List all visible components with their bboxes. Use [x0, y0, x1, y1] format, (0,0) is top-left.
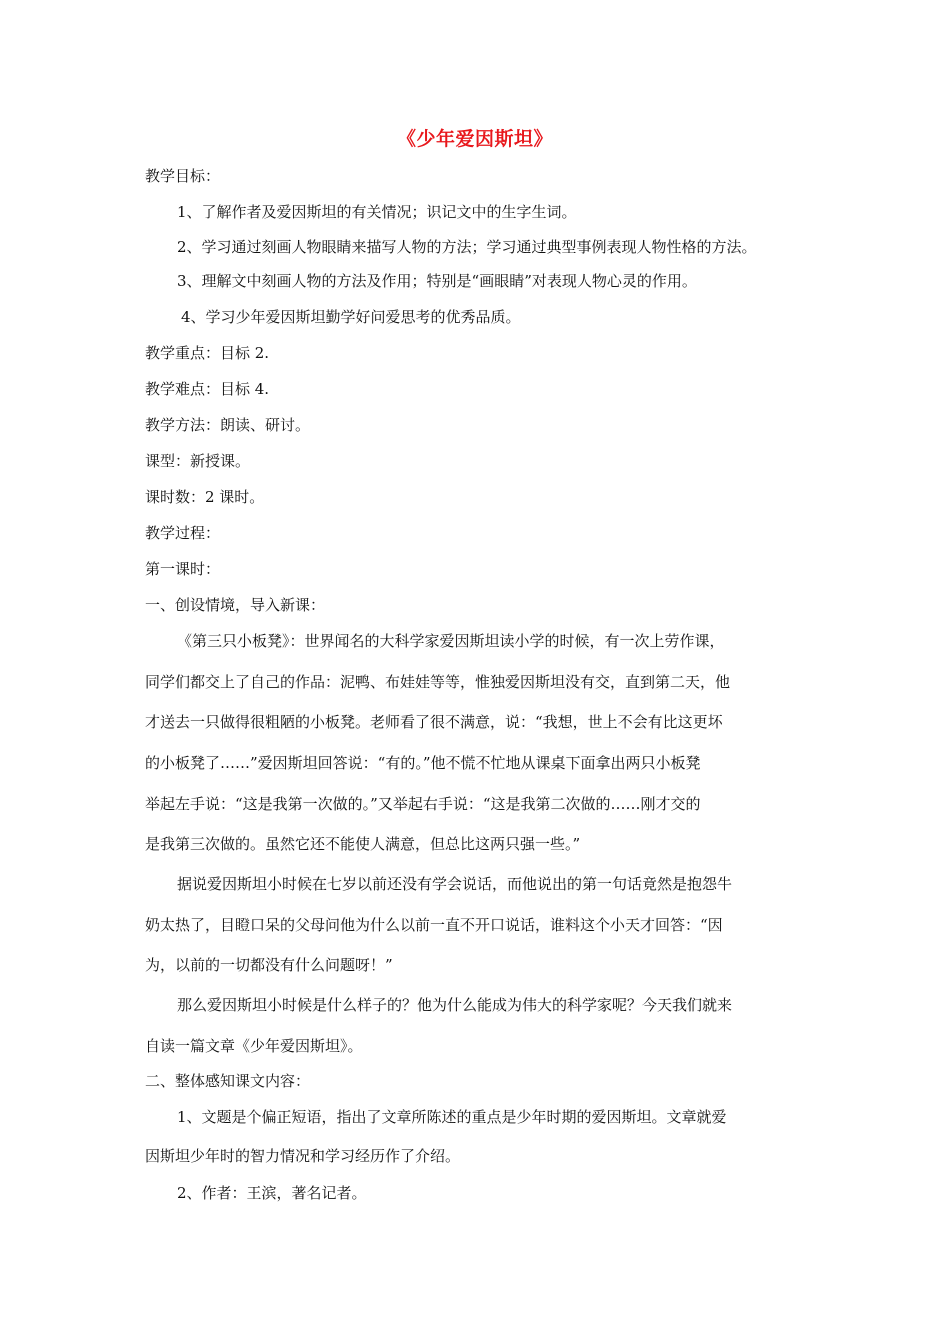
lesson-type-line: 课型：新授课。 [145, 452, 251, 470]
paragraph-line: 为，以前的一切都没有什么问题呀！” [145, 956, 393, 974]
section-heading-intro: 一、创设情境，导入新课： [145, 596, 326, 614]
objective-item-3: 3、理解文中刻画人物的方法及作用；特别是“画眼睛”对表现人物心灵的作用。 [177, 272, 697, 290]
paragraph-line: 《第三只小板凳》：世界闻名的大科学家爱因斯坦读小学的时候，有一次上劳作课， [177, 632, 725, 650]
paragraph-line: 同学们都交上了自己的作品：泥鸭、布娃娃等等，惟独爱因斯坦没有交，直到第二天，他 [145, 673, 731, 691]
section-heading-process: 教学过程： [145, 524, 221, 542]
document-title: 《少年爱因斯坦》 [396, 128, 553, 150]
objective-item-1: 1、了解作者及爱因斯坦的有关情况；识记文中的生字生词。 [177, 203, 577, 221]
teaching-method-line: 教学方法：朗读、研讨。 [145, 416, 311, 434]
difficult-point-line: 教学难点：目标 4. [145, 380, 270, 398]
paragraph-line: 奶太热了，目瞪口呆的父母问他为什么以前一直不开口说话，谁料这个小天才回答：“因 [145, 916, 723, 934]
paragraph-line: 2、作者：王滨，著名记者。 [177, 1184, 367, 1202]
lesson-count-line: 课时数：2 课时。 [145, 488, 265, 506]
paragraph-line: 的小板凳了……”爱因斯坦回答说：“有的。”他不慌不忙地从课桌下面拿出两只小板凳 [145, 754, 701, 772]
key-point-line: 教学重点：目标 2. [145, 344, 270, 362]
paragraph-line: 是我第三次做的。虽然它还不能使人满意，但总比这两只强一些。” [145, 835, 581, 853]
paragraph-line: 自读一篇文章《少年爱因斯坦》。 [145, 1037, 363, 1055]
paragraph-line: 因斯坦少年时的智力情况和学习经历作了介绍。 [145, 1147, 461, 1165]
objective-item-2: 2、学习通过刻画人物眼睛来描写人物的方法；学习通过典型事例表现人物性格的方法。 [177, 238, 757, 256]
paragraph-line: 才送去一只做得很粗陋的小板凳。老师看了很不满意，说：“我想，世上不会有比这更坏 [145, 713, 723, 731]
section-heading-overview: 二、整体感知课文内容： [145, 1072, 311, 1090]
section-heading-objectives: 教学目标： [145, 167, 221, 185]
objective-item-4: 4、学习少年爱因斯坦勤学好问爱思考的优秀品质。 [181, 308, 521, 326]
paragraph-line: 据说爱因斯坦小时候在七岁以前还没有学会说话，而他说出的第一句话竟然是抱怨牛 [177, 875, 733, 893]
paragraph-line: 那么爱因斯坦小时候是什么样子的？他为什么能成为伟大的科学家呢？今天我们就来 [177, 996, 733, 1014]
first-lesson-heading: 第一课时： [145, 560, 221, 578]
paragraph-line: 举起左手说：“这是我第一次做的。”又举起右手说：“这是我第二次做的……刚才交的 [145, 795, 701, 813]
paragraph-line: 1、文题是个偏正短语，指出了文章所陈述的重点是少年时期的爱因斯坦。文章就爱 [177, 1108, 727, 1126]
